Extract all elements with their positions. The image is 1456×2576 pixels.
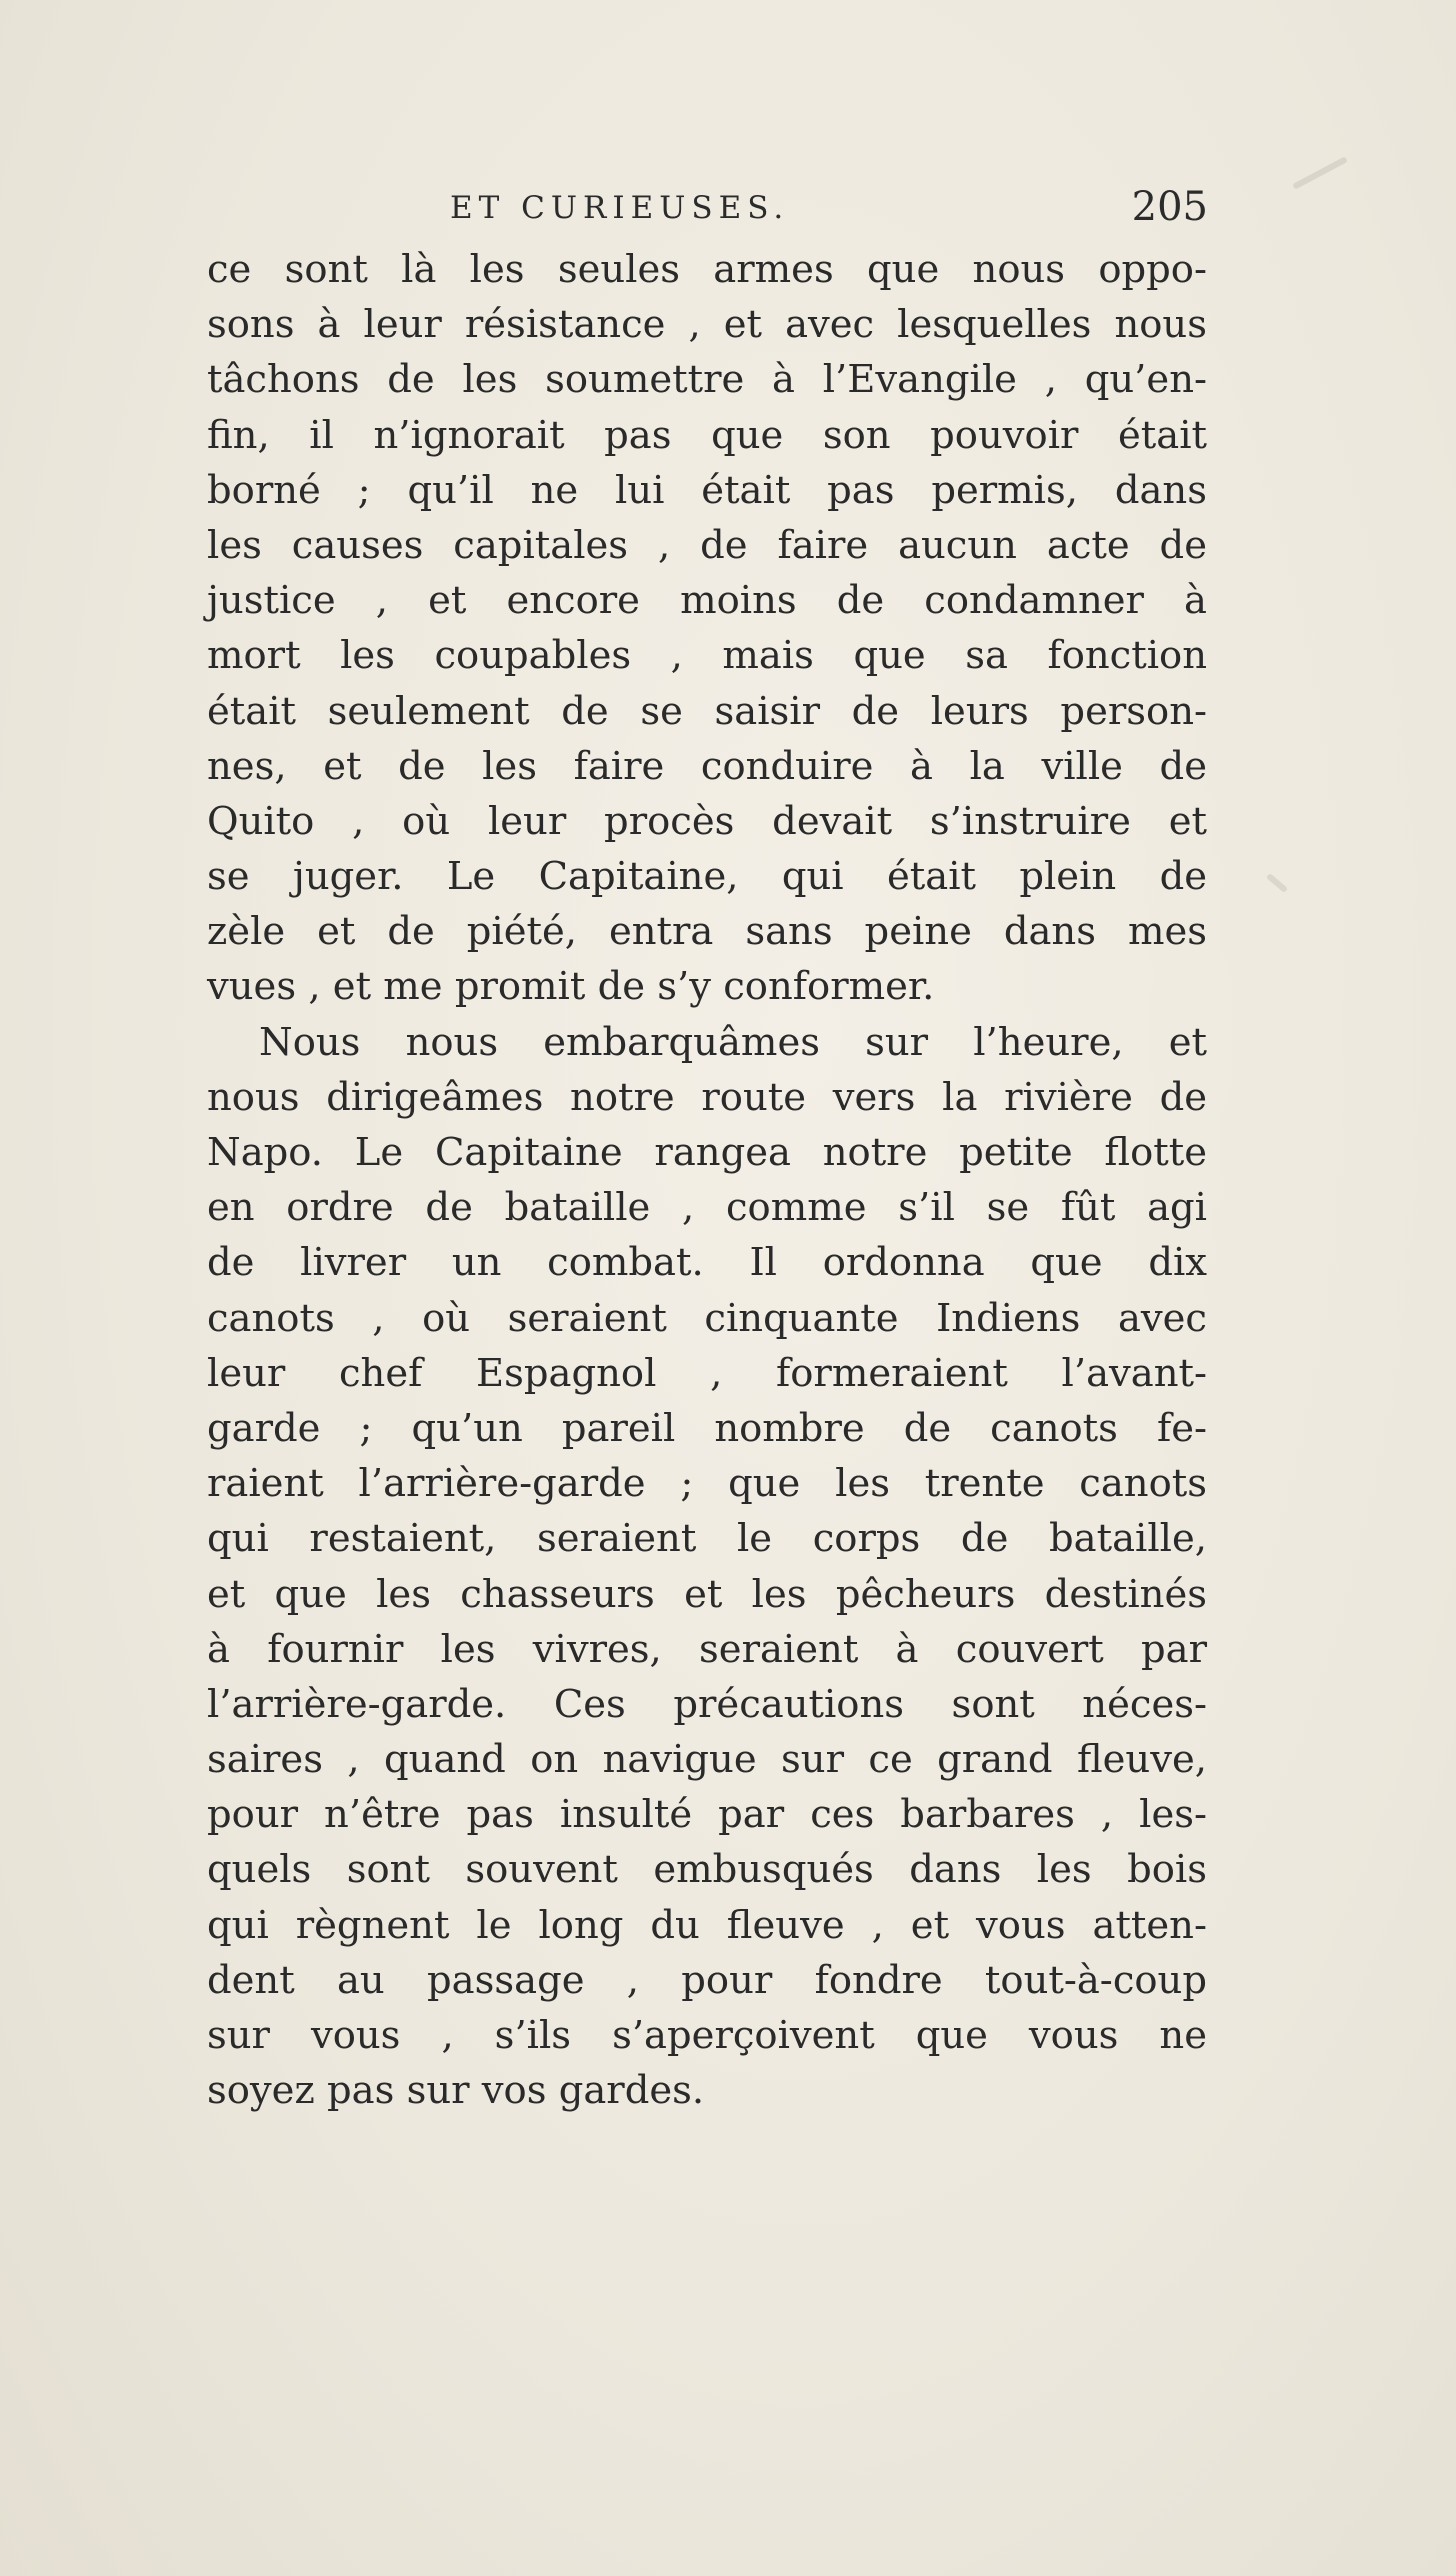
- text-line: raient l’arrière-garde ; que les trente canots: [207, 1461, 1207, 1507]
- text-line: de livrer un combat. Il ordonna que dix: [207, 1240, 1207, 1286]
- text-line: sur vous , s’ils s’aperçoivent que vous ne: [207, 2013, 1207, 2058]
- paper-mark: [1266, 873, 1288, 893]
- text-line: nous dirigeâmes notre route vers la rivière de: [207, 1074, 1207, 1120]
- text-line: zèle et de piété, entra sans peine dans mes: [207, 909, 1207, 955]
- running-title: ET CURIEUSES.: [450, 190, 790, 226]
- page-number: 205: [1131, 184, 1208, 230]
- text-line: à fournir les vivres, seraient à couvert par: [207, 1626, 1207, 1672]
- text-line: qui restaient, seraient le corps de bataille,: [207, 1516, 1207, 1562]
- text-line: l’arrière-garde. Ces précautions sont néces-: [207, 1681, 1207, 1727]
- text-line: saires , quand on navigue sur ce grand fleuve,: [207, 1737, 1207, 1783]
- text-line: mort les coupables , mais que sa fonction: [207, 633, 1207, 679]
- text-line: justice , et encore moins de condamner à: [207, 578, 1207, 624]
- text-line: pour n’être pas insulté par ces barbares , les-: [207, 1792, 1207, 1838]
- text-line: garde ; qu’un pareil nombre de canots fe-: [207, 1405, 1207, 1451]
- text-line: ce sont là les seules armes que nous oppo-: [207, 247, 1207, 292]
- paragraph-start-line: Nous nous embarquâmes sur l’heure, et: [259, 1019, 1207, 1065]
- text-line: était seulement de se saisir de leurs person-: [207, 688, 1207, 734]
- text-line: et que les chasseurs et les pêcheurs destinés: [207, 1571, 1207, 1617]
- text-line: qui règnent le long du fleuve , et vous atten-: [207, 1902, 1207, 1948]
- paragraph-end-line: soyez pas sur vos gardes.: [207, 2068, 705, 2114]
- text-line: en ordre de bataille , comme s’il se fût agi: [207, 1185, 1207, 1231]
- paper-mark: [1292, 156, 1348, 189]
- text-line: borné ; qu’il ne lui était pas permis, dans: [207, 467, 1207, 513]
- text-line: sons à leur résistance , et avec lesquelles nous: [207, 302, 1207, 348]
- text-line: dent au passage , pour fondre tout-à-coup: [207, 1957, 1207, 2003]
- text-line: tâchons de les soumettre à l’Evangile , qu’en-: [207, 357, 1207, 403]
- page-header: [200, 178, 1210, 238]
- text-line: Quito , où leur procès devait s’instruire et: [207, 798, 1207, 844]
- text-line: canots , où seraient cinquante Indiens avec: [207, 1295, 1207, 1341]
- body-text: [207, 242, 1207, 2118]
- text-line: nes, et de les faire conduire à la ville de: [207, 743, 1207, 789]
- text-line: leur chef Espagnol , formeraient l’avant-: [207, 1350, 1207, 1396]
- text-line: Napo. Le Capitaine rangea notre petite flotte: [207, 1130, 1207, 1175]
- text-line: se juger. Le Capitaine, qui était plein de: [207, 854, 1207, 900]
- text-line: les causes capitales , de faire aucun acte de: [207, 522, 1207, 568]
- text-line: quels sont souvent embusqués dans les bois: [207, 1847, 1207, 1893]
- text-line: fin, il n’ignorait pas que son pouvoir était: [207, 412, 1207, 458]
- paragraph-end-line: vues , et me promit de s’y conformer.: [207, 964, 935, 1010]
